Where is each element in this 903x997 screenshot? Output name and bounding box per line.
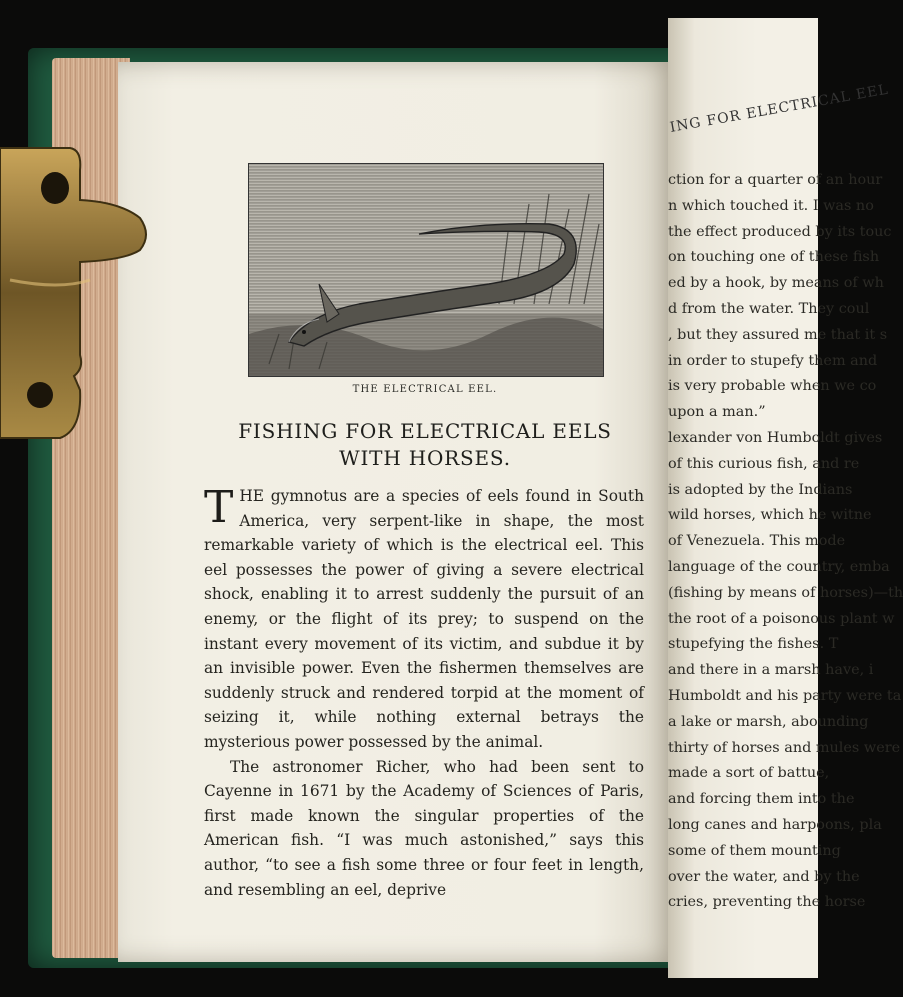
text-line: ed by a hook, by means of wh <box>668 275 884 292</box>
text-line: of this curious fish, and re <box>668 455 860 472</box>
text-line: and there in a marsh have, i <box>668 662 874 679</box>
eel-illustration <box>249 164 603 376</box>
text-line: is very probable when we co <box>668 378 877 395</box>
text-line: wild horses, which he witne <box>668 507 872 524</box>
right-page <box>668 18 903 978</box>
text-line: stupefying the fishes. T <box>668 636 839 653</box>
text-line: language of the country, emba <box>668 558 890 575</box>
text-line: is adopted by the Indians <box>668 481 853 498</box>
illustration-caption: THE ELECTRICAL EEL. <box>352 384 498 395</box>
text-line: d from the water. They coul <box>668 300 870 317</box>
paragraph <box>204 484 644 755</box>
text-line: (fishing by means of horses)—th <box>668 584 903 601</box>
text-line: lexander von Humboldt gives <box>668 429 883 446</box>
running-head: ING FOR ELECTRICAL EEL <box>668 81 890 136</box>
text-line: over the water, and by the <box>668 868 860 885</box>
paragraph-text: HE gymnotus are a species of eels found in South America, very serpent-like in shape, the most remarkable variety of which is the electrical eel. This eel possesses the power of giving a severe electrical shock, enabling it to arrest suddenly the pursuit of an enemy, or the flight of its prey; to suspend on the instant every movement of its victim, and subdue it by an invisible power. Even the fishermen themselves are suddenly struck and rendered torpid at the moment of seizing it, while nothing external betrays the mysterious power possessed by the animal. <box>204 487 644 751</box>
paragraph: The astronomer Richer, who had been sent to Cayenne in 1671 by the Academy of Sciences of Paris, first made known the singular properties of the American fish. “I was much astonished,” says this author, “to see a fish some three or four feet in length, and resembling an eel, deprive <box>204 757 644 899</box>
text-line: on touching one of these fish <box>668 249 880 266</box>
text-line: the root of a poisonous plant w <box>668 610 895 627</box>
text-line: cries, preventing the horse <box>668 894 866 911</box>
text-line: Humboldt and his party were ta <box>668 687 902 704</box>
text-line: long canes and harpoons, pla <box>668 816 882 833</box>
text-line: the effect produced by its touc <box>668 223 892 240</box>
drop-cap: T <box>204 482 234 533</box>
text-line: and forcing them into the <box>668 791 855 808</box>
right-page-text <box>668 168 903 916</box>
body-text <box>204 484 644 902</box>
text-line: n which touched it. I was no <box>668 197 874 214</box>
text-line: of Venezuela. This mode <box>668 533 846 550</box>
text-line: ction for a quarter of an hour <box>668 172 883 188</box>
text-line: , but they assured me that it s <box>668 326 888 343</box>
text-line: some of them mounting <box>668 842 841 859</box>
brass-clasp <box>0 140 150 440</box>
text-line: thirty of horses and mules were <box>668 739 901 756</box>
text-line: in order to stupefy them and <box>668 352 878 369</box>
text-line: a lake or marsh, abounding <box>668 713 869 730</box>
text-line: made a sort of battue, <box>668 765 830 782</box>
text-line: upon a man.” <box>668 404 766 421</box>
eel-engraving <box>248 163 604 377</box>
chapter-title: FISHING FOR ELECTRICAL EELS WITH HORSES. <box>238 419 612 470</box>
